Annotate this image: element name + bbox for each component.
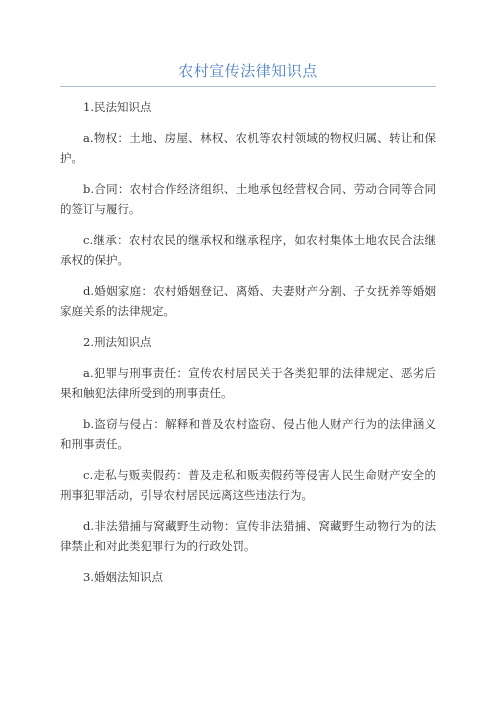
paragraph-theft-embezzlement: b.盗窃与侵占：解释和普及农村盗窃、侵占他人财产行为的法律涵义和刑事责任。 bbox=[60, 417, 436, 451]
paragraph-smuggling-fake-drugs: c.走私与贩卖假药：普及走私和贩卖假药等侵害人民生命财产安全的刑事犯罪活动，引导农村居民远离这些违法行为。 bbox=[60, 468, 436, 502]
title-divider bbox=[60, 86, 436, 87]
section-heading-marriage-law: 3.婚姻法知识点 bbox=[83, 570, 163, 584]
section-heading-criminal-law: 2.刑法知识点 bbox=[83, 335, 152, 349]
document-title: 农村宣传法律知识点 bbox=[178, 62, 318, 80]
paragraph-marriage-family: d.婚姻家庭：农村婚姻登记、离婚、夫妻财产分割、子女抚养等婚姻家庭关系的法律规定。 bbox=[60, 284, 436, 318]
paragraph-crime-liability: a.犯罪与刑事责任：宣传农村居民关于各类犯罪的法律规定、恶劣后果和触犯法律所受到的刑事责任。 bbox=[60, 366, 436, 400]
paragraph-contracts: b.合同：农村合作经济组织、土地承包经营权合同、劳动合同等合同的签订与履行。 bbox=[60, 182, 436, 216]
paragraph-illegal-hunting: d.非法猎捕与窝藏野生动物：宣传非法猎捕、窝藏野生动物行为的法律禁止和对此类犯罪行为的行政处罚。 bbox=[60, 519, 436, 553]
section-heading-civil-law: 1.民法知识点 bbox=[83, 100, 152, 114]
document-body bbox=[60, 97, 436, 598]
paragraph-inheritance: c.继承：农村农民的继承权和继承程序，如农村集体土地农民合法继承权的保护。 bbox=[60, 233, 436, 267]
paragraph-property-rights: a.物权：土地、房屋、林权、农机等农村领域的物权归属、转让和保护。 bbox=[60, 131, 436, 165]
